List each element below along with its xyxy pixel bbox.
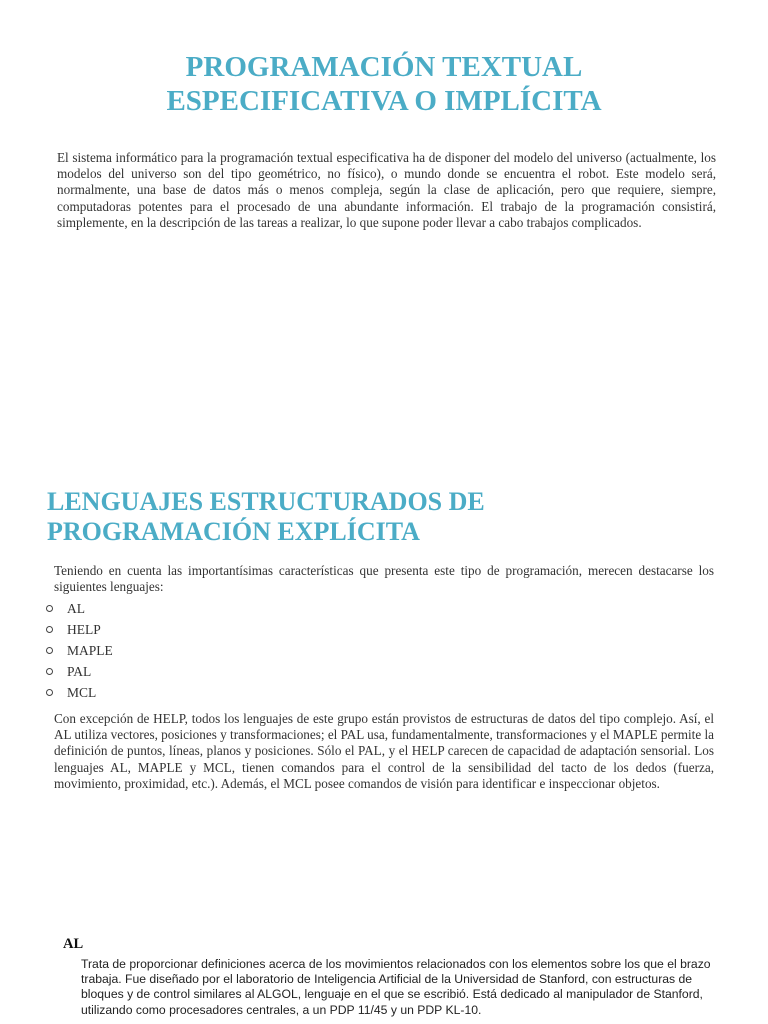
- title-line-1: PROGRAMACIÓN TEXTUAL: [185, 51, 583, 83]
- language-name: MAPLE: [67, 642, 113, 658]
- list-item: [46, 640, 113, 661]
- paragraph-al-description: Trata de proporcionar definiciones acerca de los movimientos relacionados con los elementos sobre los que el brazo trabaja. Fue diseñado por el laboratorio de Inteligencia Artificial de la Universidad de Stanford, con estructuras de bloques y de control similares al ALGOL, lenguaje en el que se escribió. Está dedicado al manipulador de Stanford, utilizando como procesadores centrales, a un PDP 11/45 y un PDP KL-10.: [81, 957, 711, 1017]
- circle-bullet-icon: [46, 647, 53, 654]
- title-line-2: ESPECIFICATIVA O IMPLÍCITA: [166, 85, 602, 117]
- circle-bullet-icon: [46, 605, 53, 612]
- section-title-programacion-textual: [0, 50, 768, 118]
- language-name: HELP: [67, 621, 101, 637]
- paragraph-programacion-textual: El sistema informático para la programación textual especificativa ha de disponer del modelo del universo (actualmente, los modelos del universo son del tipo geométrico, no físico), o mundo donde se encuentra el robot. Este modelo será, normalmente, una base de datos más o menos compleja, según la clase de aplicación, pero que requiere, siempre, computadoras potentes para el procesado de una abundante información. El trabajo de la programación consistirá, simplemente, en la descripción de las tareas a realizar, lo que supone poder llevar a cabo trabajos complicados.: [57, 150, 716, 230]
- paragraph-estructuras-datos: Con excepción de HELP, todos los lenguajes de este grupo están provistos de estructuras de datos del tipo complejo. Así, el AL utiliza vectores, posiciones y transformaciones; el PAL usa, fundamentalmente, transformaciones y el MAPLE permite la definición de puntos, líneas, planos y posiciones. Sólo el PAL, y el HELP carecen de capacidad de adaptación sensorial. Los lenguajes AL, MAPLE y MCL, tienen comandos para el control de la sensibilidad del tacto de los dedos (fuerza, movimiento, proximidad, etc.). Además, el MCL posee comandos de visión para identificar e inspeccionar objetos.: [54, 711, 714, 791]
- list-item: [46, 661, 113, 682]
- language-name: MCL: [67, 684, 97, 700]
- list-item: [46, 598, 113, 619]
- subheading-al: AL: [63, 936, 84, 952]
- circle-bullet-icon: [46, 668, 53, 675]
- language-list: [46, 598, 113, 703]
- title-line-2: PROGRAMACIÓN EXPLÍCITA: [47, 517, 420, 546]
- language-name: PAL: [67, 663, 92, 679]
- language-name: AL: [67, 600, 85, 616]
- list-item: [46, 619, 113, 640]
- paragraph-intro-lenguajes: Teniendo en cuenta las importantísimas características que presenta este tipo de programación, merecen destacarse los siguientes lenguajes:: [54, 563, 714, 595]
- section-title-lenguajes-estructurados: [47, 487, 727, 547]
- circle-bullet-icon: [46, 689, 53, 696]
- list-item: [46, 682, 113, 703]
- circle-bullet-icon: [46, 626, 53, 633]
- title-line-1: LENGUAJES ESTRUCTURADOS DE: [47, 487, 485, 516]
